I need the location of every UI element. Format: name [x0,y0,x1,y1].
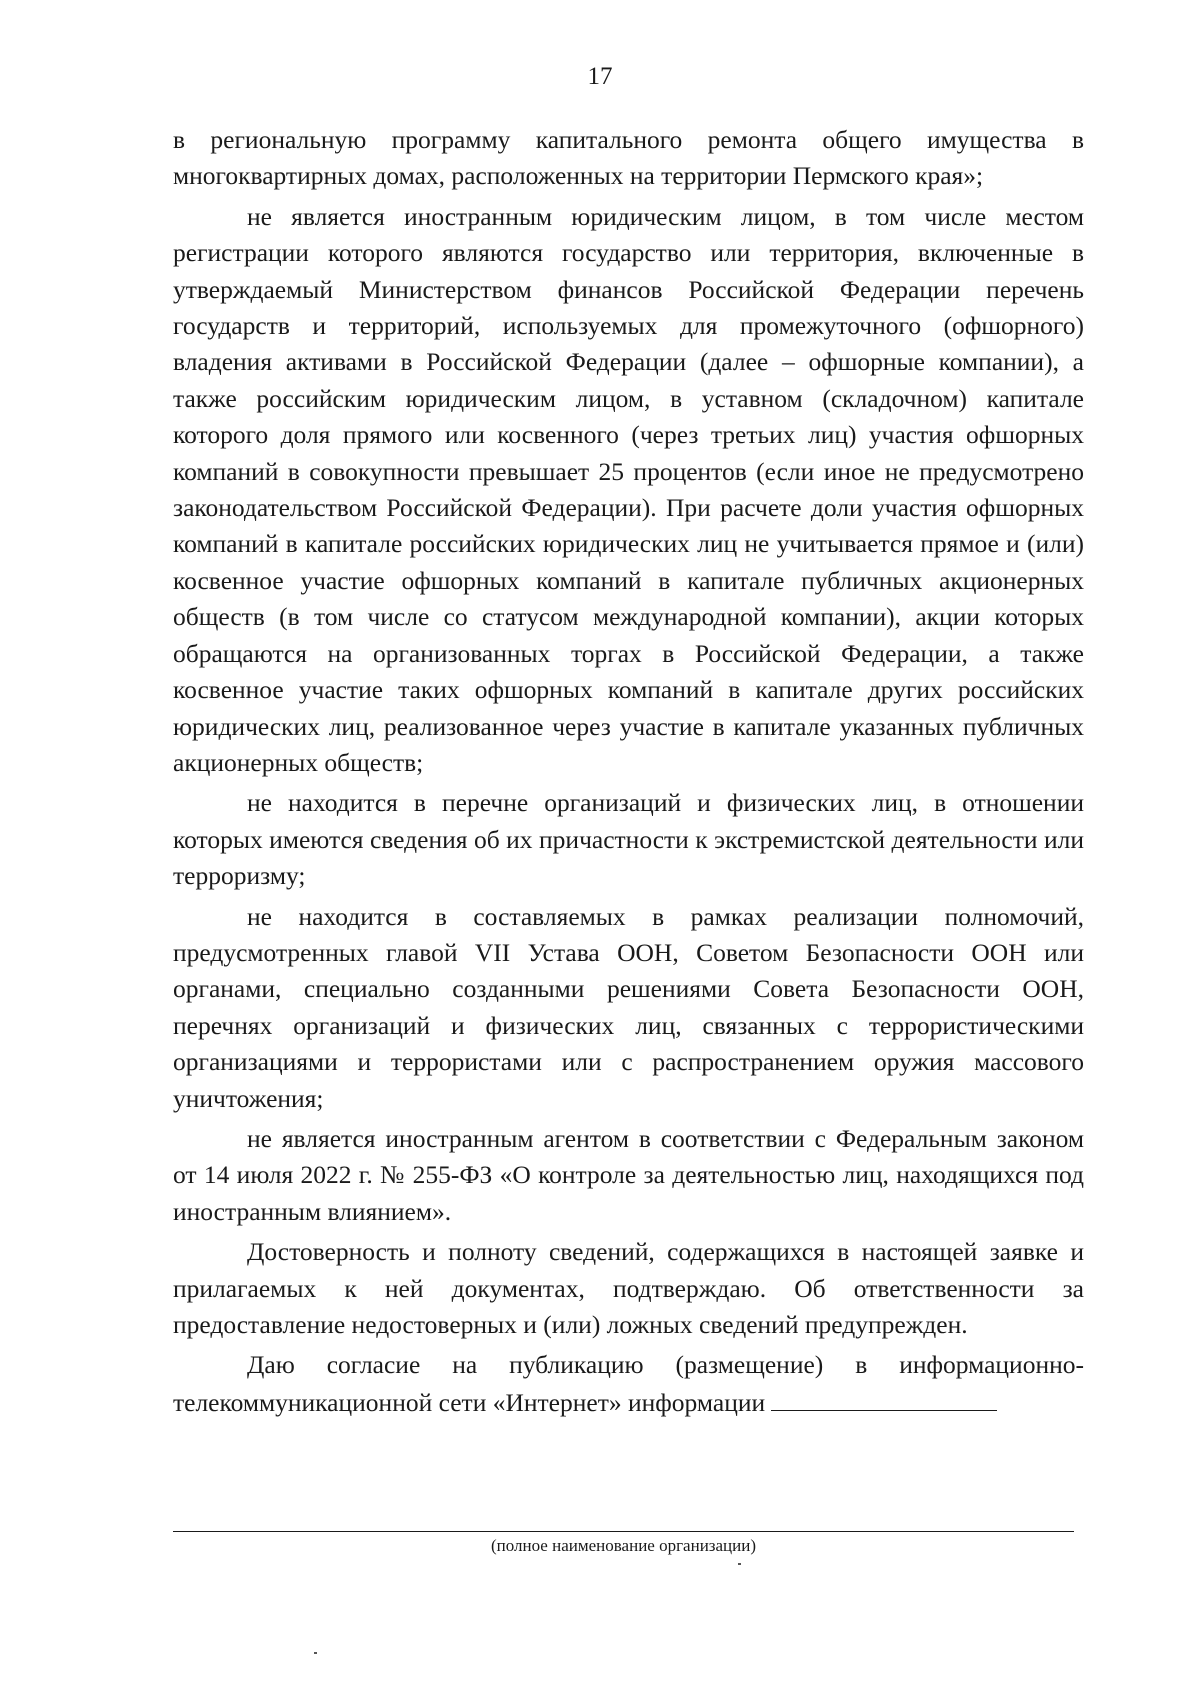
paragraph-consent [173,1347,1084,1421]
paragraph-extremism: не находится в перечне организаций и физических лиц, в отношении которых имеются сведения об их причастности к экстремистской деятельности или терроризму; [173,788,1084,891]
document-body [173,122,1084,1421]
organization-name-blank[interactable] [771,1384,997,1411]
field-caption: (полное наименование организации) [490,1536,757,1555]
paragraph-reliability: Достоверность и полноту сведений, содержащихся в настоящей заявке и прилагаемых к ней документах, подтверждаю. Об ответственности за предоставление недостоверных и (или) ложных сведений предупрежден. [173,1237,1084,1339]
paragraph-offshore: не является иностранным юридическим лицом, в том числе местом регистрации которого являются государство или территория, включенные в утверждаемый Министерством финансов Российской Федерации перечень государств и территорий, используемых для промежуточного (офшорного) владения активами в Российской Федерации (далее – офшорные компании), а также российским юридическим лицом, в уставном (складочном) капитале которого доля прямого или косвенного (через третьих лиц) участия офшорных компаний в совокупности превышает 25 процентов (если иное не предусмотрено законодательством Российской Федерации). При расчете доли участия офшорных компаний в капитале российских юридических лиц не учитывается прямое и (или) косвенное участие офшорных компаний в капитале публичных акционерных обществ (в том числе со статусом международной компании), акции которых обращаются на организованных торгах в Российской Федерации, а также косвенное участие таких офшорных компаний в капитале других российских юридических лиц, реализованное через участие в капитале указанных публичных акционерных обществ; [173,201,1084,777]
scan-speck [314,1652,317,1654]
scan-speck [738,1563,741,1565]
paragraph-un-lists: не находится в составляемых в рамках реализации полномочий, предусмотренных главой VII Устава ООН, Советом Безопасности ООН или органами, специально созданными решениями Совета Безопасности ООН, перечнях организаций и физических лиц, связанных с террористическими организациями и террористами или с распространением оружия массового уничтожения; [173,901,1084,1113]
organization-name-line[interactable] [173,1531,1074,1532]
consent-text: Даю согласие на публикацию (размещение) в информационно-телекоммуникационной сети «Интернет» информации [173,1350,1084,1417]
page-number: 17 [587,63,613,90]
paragraph-foreign-agent: не является иностранным агентом в соответствии с Федеральным законом от 14 июля 2022 г. № 255-ФЗ «О контроле за деятельностью лиц, находящихся под иностранным влиянием». [173,1123,1084,1226]
paragraph-continuation: в региональную программу капитального ремонта общего имущества в многоквартирных домах, расположенных на территории Пермского края»; [173,125,1084,191]
